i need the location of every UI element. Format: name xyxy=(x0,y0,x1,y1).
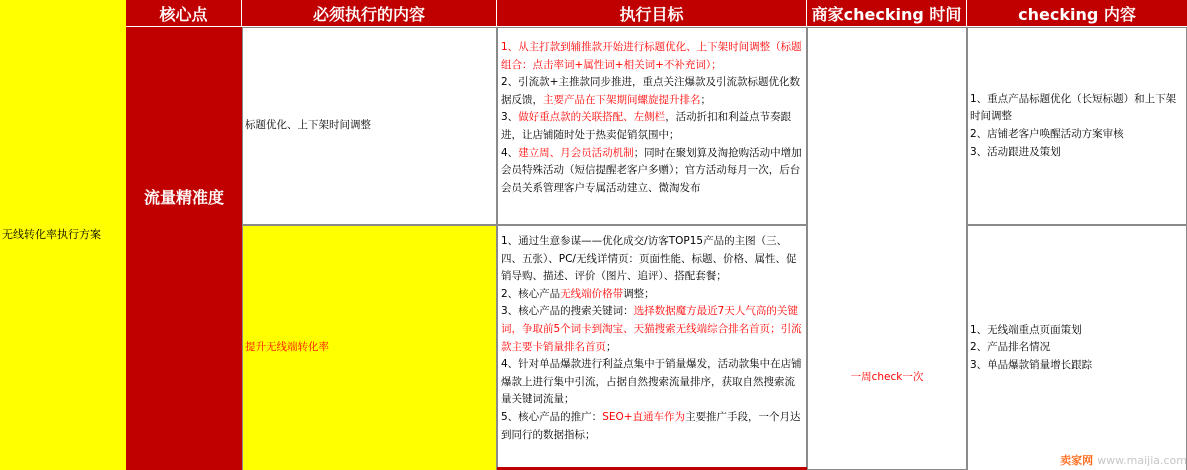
row2-checking-content xyxy=(968,322,1094,375)
row2-goal-cell xyxy=(497,225,807,470)
header-checking-time: 商家checking 时间 xyxy=(807,0,967,27)
goal-item xyxy=(501,233,804,286)
goal-highlight: SEO+直通车作为 xyxy=(602,410,686,423)
goal-segment: ；同时在聚划算及淘抢购活动中增加会员特殊活动（短信提醒老客户多赠）；官方活动每月一次，后台会员关系管理客户专属活动建立、微淘发布 xyxy=(501,146,802,194)
core-point-label: 流量精准度 xyxy=(143,188,224,207)
goal-item xyxy=(501,356,804,409)
row2-checking-cell xyxy=(967,225,1187,470)
goal-segment: 主要推广手段，一个月达到同行的数据指标； xyxy=(501,410,801,441)
row2-goal-text xyxy=(501,233,804,444)
goal-segment: ； xyxy=(700,93,711,106)
watermark-site: www.maijia.com xyxy=(1097,453,1187,467)
checking-item: 3、单品爆款销量增长跟踪 xyxy=(970,358,1093,371)
goal-segment: 3、核心产品的搜索关键词： xyxy=(501,305,634,318)
goal-highlight: 无线端价格带 xyxy=(560,287,624,300)
row2-must-do-cell xyxy=(242,225,497,470)
goal-item xyxy=(501,303,804,356)
row1-checking-content xyxy=(968,91,1186,161)
goal-segment: 1、通过生意参谋——优化成交/访客TOP15产品的主图（三、四、五张）、PC/无线详情页：页面性能、标题、价格、属性、促销导购、描述、评价（图片、追评）、搭配套餐； xyxy=(501,235,797,283)
goal-item xyxy=(501,39,804,74)
header-core-point: 核心点 xyxy=(126,0,242,27)
row1-checking-cell xyxy=(967,27,1187,225)
goal-segment: 4、针对单品爆款进行利益点集中于销量爆发，活动款集中在店铺爆款上进行集中引流，占据自然搜索流量排序，获取自然搜索流量关键词流量； xyxy=(501,358,802,406)
goal-highlight: 做好重点款的关联搭配、左侧栏 xyxy=(518,111,666,124)
goal-segment: 3、 xyxy=(501,111,519,124)
plan-label-cell xyxy=(0,0,126,470)
checking-time-cell xyxy=(807,27,967,470)
checking-item: 1、重点产品标题优化（长短标题）和上下架时间调整 xyxy=(970,92,1177,123)
goal-item xyxy=(501,145,804,198)
goal-segment: 5、核心产品的推广： xyxy=(501,410,603,423)
checking-item: 1、无线端重点页面策划 xyxy=(970,323,1082,336)
goal-item xyxy=(501,286,804,304)
goal-item xyxy=(501,109,804,144)
goal-segment: ； xyxy=(606,340,617,353)
checking-item: 2、店铺老客户唤醒活动方案审核 xyxy=(970,128,1124,140)
goal-item xyxy=(501,409,804,444)
row2-checking-time-cell xyxy=(807,360,967,396)
goal-segment: 调整； xyxy=(623,287,655,300)
row1-must-do-cell xyxy=(242,27,497,225)
core-point-cell xyxy=(126,27,242,470)
watermark-logo: 卖家网 xyxy=(1060,454,1094,467)
row2-must-do: 提升无线端转化率 xyxy=(245,341,329,354)
row2-checking-time: 一周check一次 xyxy=(850,371,924,384)
goal-highlight: 选择数据魔方最近7天人气高的关键词，争取前5个词卡到淘宝、天猫搜索无线端综合排名首页；引流款主要卡销量排名首页 xyxy=(501,305,802,353)
checking-item: 3、活动跟进及策划 xyxy=(970,145,1061,158)
goal-item xyxy=(501,74,804,109)
goal-highlight: 1、从主打款到辅推款开始进行标题优化、上下架时间调整（标题组合：点击率词+属性词+相关词+不补充词）； xyxy=(501,41,802,71)
header-must-do: 必须执行的内容 xyxy=(242,0,497,27)
checking-item: 2、产品排名情况 xyxy=(970,341,1051,354)
row1-goal-cell xyxy=(497,27,807,225)
goal-segment: ，活动折扣和利益点节奏跟进，让店铺随时处于热卖促销氛围中； xyxy=(501,111,792,141)
goal-segment: 2、引流款+主推款同步推进，重点关注爆款及引流款标题优化数据反馈， xyxy=(501,76,800,106)
watermark xyxy=(1022,450,1187,470)
row1-goal-text xyxy=(501,39,804,197)
header-goal: 执行目标 xyxy=(497,0,807,27)
plan-label: 无线转化率执行方案 xyxy=(2,228,101,242)
goal-highlight: 建立周、月会员活动机制 xyxy=(518,146,634,159)
header-checking-content: checking 内容 xyxy=(967,0,1187,27)
goal-segment: 4、 xyxy=(501,146,519,159)
goal-highlight: 主要产品在下架期间螺旋提升排名 xyxy=(543,93,701,106)
goal-segment: 2、核心产品 xyxy=(501,287,561,300)
row1-must-do: 标题优化、上下架时间调整 xyxy=(245,119,371,132)
